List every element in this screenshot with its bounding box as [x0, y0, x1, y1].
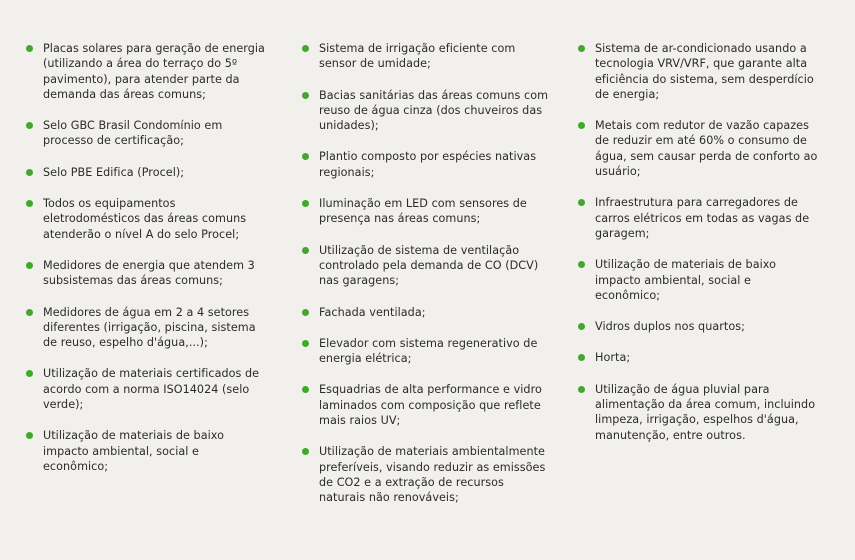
bullet-dot-icon — [26, 200, 33, 207]
bullet-dot-icon — [302, 153, 309, 160]
feature-list — [578, 41, 818, 443]
list-item-text: Todos os equipamentos eletrodomésticos das áreas comuns atenderão o nível A do selo Procel; — [43, 197, 247, 241]
list-item — [302, 382, 552, 428]
bullet-dot-icon — [26, 432, 33, 439]
list-item — [302, 88, 552, 134]
list-item — [26, 165, 266, 180]
list-item-text: Utilização de materiais de baixo impacto ambiental, social e econômico; — [43, 429, 224, 473]
bullet-dot-icon — [578, 261, 585, 268]
bullet-dot-icon — [578, 323, 585, 330]
list-item — [578, 41, 818, 102]
bullet-dot-icon — [578, 354, 585, 361]
list-item-text: Utilização de sistema de ventilação controlado pela demanda de CO (DCV) nas garagens; — [319, 243, 539, 288]
list-item-text: Horta; — [595, 351, 631, 365]
list-item-text: Sistema de irrigação eficiente com sensor de umidade; — [319, 42, 516, 71]
bullet-dot-icon — [578, 122, 585, 129]
list-item — [26, 305, 266, 351]
bullet-dot-icon — [302, 45, 309, 52]
list-item — [302, 305, 552, 320]
list-item — [302, 149, 552, 180]
bullet-dot-icon — [26, 122, 33, 129]
bullet-dot-icon — [26, 309, 33, 316]
list-item — [26, 366, 266, 412]
feature-list — [26, 41, 266, 474]
list-item-text: Esquadrias de alta performance e vidro laminados com composição que reflete mais raios UV; — [319, 383, 542, 428]
list-item-text: Fachada ventilada; — [319, 305, 426, 319]
list-item-text: Sistema de ar-condicionado usando a tecnologia VRV/VRF, que garante alta eficiência do sistema, sem desperdício de energia; — [595, 42, 814, 101]
list-item-text: Placas solares para geração de energia (utilizando a área do terraço do 5º pavimento), para atender parte da demanda das áreas comuns; — [43, 42, 265, 101]
list-item — [302, 196, 552, 227]
list-item-text: Utilização de água pluvial para alimentação da área comum, incluindo limpeza, irrigação, espelhos d'água, manutenção, entre outros. — [595, 382, 816, 442]
column-3 — [578, 41, 818, 459]
bullet-dot-icon — [302, 340, 309, 347]
list-item-text: Bacias sanitárias das áreas comuns com reuso de água cinza (dos chuveiros das unidades); — [319, 88, 549, 133]
list-item — [26, 118, 266, 149]
bullet-dot-icon — [26, 169, 33, 176]
bullet-dot-icon — [578, 45, 585, 52]
list-item-text: Elevador com sistema regenerativo de energia elétrica; — [319, 336, 538, 366]
list-item — [26, 428, 266, 474]
list-item-text: Vidros duplos nos quartos; — [595, 320, 745, 334]
list-item-text: Utilização de materiais de baixo impacto ambiental, social e econômico; — [595, 258, 776, 302]
list-item — [578, 195, 818, 241]
bullet-dot-icon — [302, 92, 309, 99]
column-2 — [302, 41, 552, 522]
list-item — [302, 243, 552, 289]
list-item — [578, 382, 818, 443]
list-item — [302, 41, 552, 72]
list-item-text: Selo PBE Edifica (Procel); — [43, 165, 185, 179]
bullet-dot-icon — [302, 309, 309, 316]
list-item-text: Infraestrutura para carregadores de carros elétricos em todas as vagas de garagem; — [595, 196, 810, 240]
list-item — [302, 444, 552, 505]
list-item-text: Iluminação em LED com sensores de presença nas áreas comuns; — [319, 197, 527, 226]
bullet-dot-icon — [302, 386, 309, 393]
list-item-text: Medidores de energia que atendem 3 subsistemas das áreas comuns; — [43, 258, 255, 288]
bullet-dot-icon — [302, 200, 309, 207]
feature-list — [302, 41, 552, 506]
list-item-text: Utilização de materiais ambientalmente preferíveis, visando reduzir as emissões de CO2 e a extração de recursos naturais não renováveis; — [319, 445, 546, 505]
list-item — [26, 258, 266, 289]
list-item-text: Metais com redutor de vazão capazes de reduzir em até 60% o consumo de água, sem causar perda de conforto ao usuário; — [595, 119, 818, 179]
list-item-text: Utilização de materiais certificados de acordo com a norma ISO14024 (selo verde); — [43, 367, 260, 412]
list-item — [578, 319, 818, 334]
list-item — [26, 196, 266, 242]
list-item-text: Plantio composto por espécies nativas regionais; — [319, 150, 537, 179]
bullet-dot-icon — [302, 247, 309, 254]
list-item-text: Medidores de água em 2 a 4 setores diferentes (irrigação, piscina, sistema de reuso, espelho d'água,...); — [43, 305, 256, 350]
list-item — [578, 118, 818, 179]
bullet-dot-icon — [26, 45, 33, 52]
bullet-dot-icon — [578, 199, 585, 206]
bullet-dot-icon — [26, 370, 33, 377]
bullet-dot-icon — [302, 448, 309, 455]
list-item-text: Selo GBC Brasil Condomínio em processo de certificação; — [43, 119, 223, 148]
bullet-dot-icon — [578, 386, 585, 393]
list-item — [302, 336, 552, 367]
bullet-dot-icon — [26, 262, 33, 269]
list-item — [578, 257, 818, 303]
list-item — [26, 41, 266, 102]
column-1 — [26, 41, 266, 490]
list-item — [578, 350, 818, 365]
